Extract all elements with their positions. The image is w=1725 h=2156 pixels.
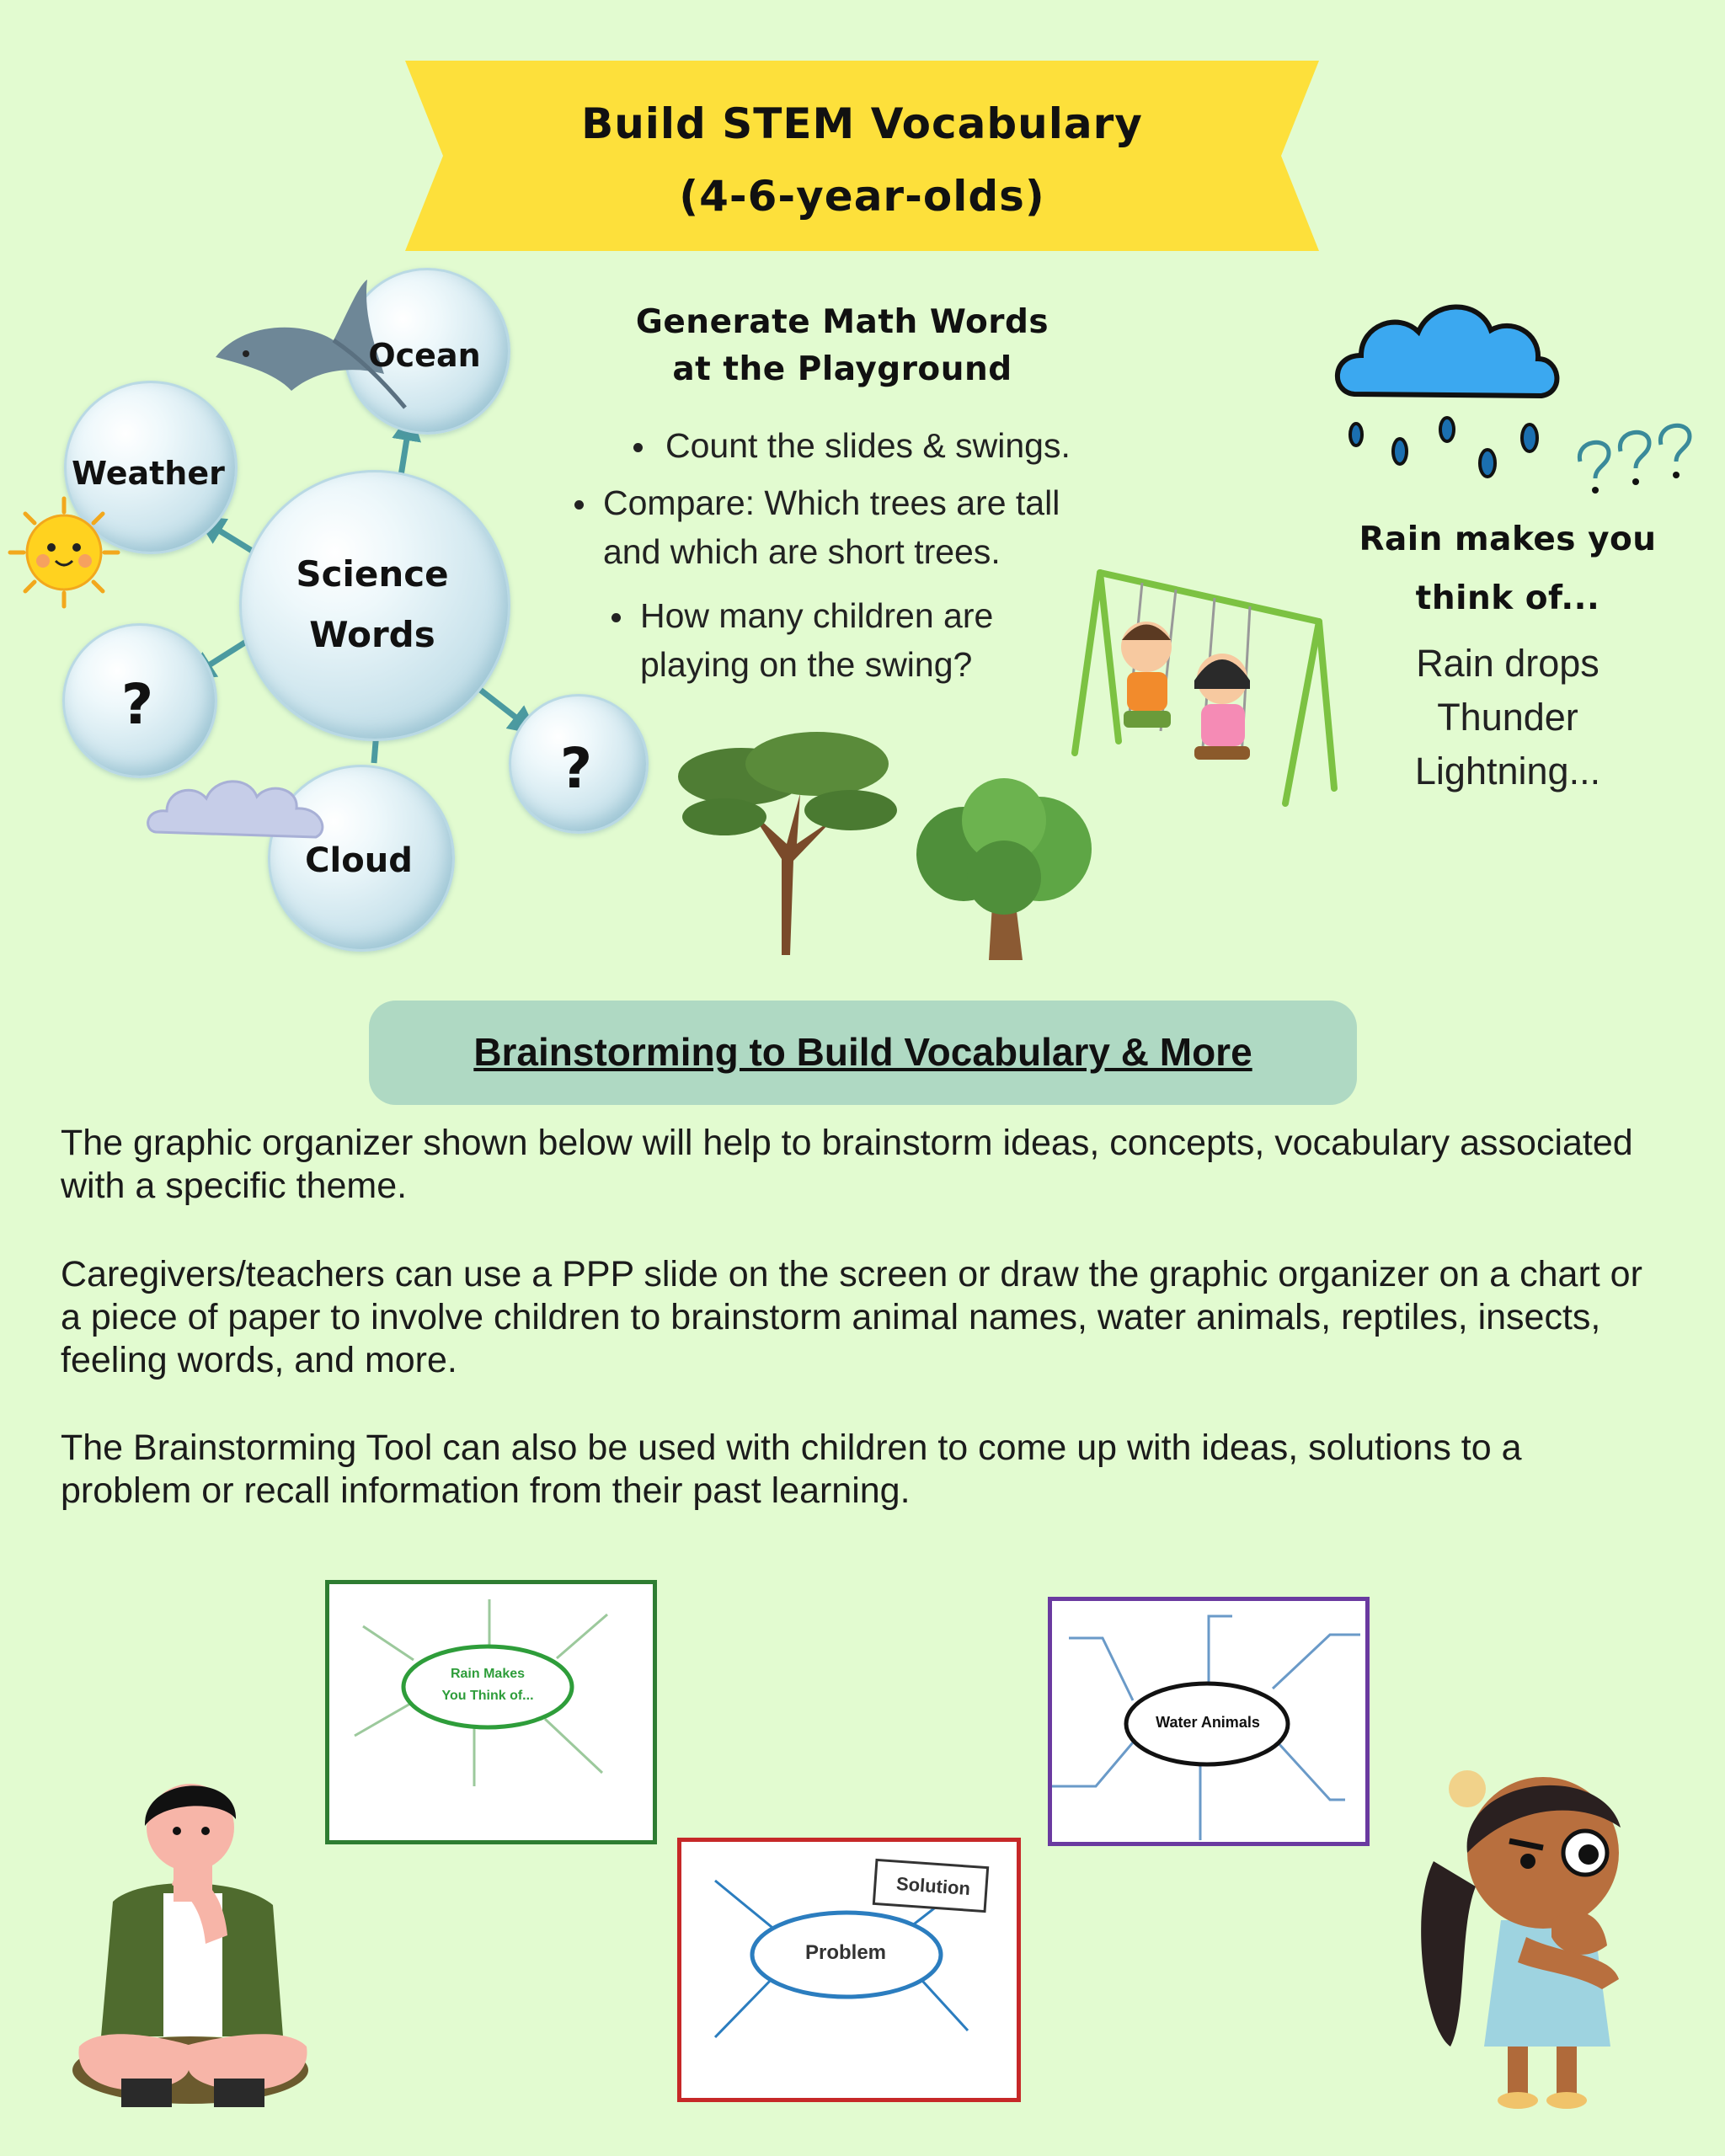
bullet-dot [611,613,621,622]
question-label-right: ? [559,736,593,801]
rain-item-3: Lightning... [1414,750,1601,792]
rain-organizer-card [325,1580,657,1844]
rain-organizer-web [329,1584,653,1840]
solution-tag: Solution [895,1872,971,1900]
banner-ribbon [405,61,1319,251]
question-label-left: ? [120,672,154,737]
swing-set-icon [1066,563,1348,807]
paragraph-2: Caregivers/teachers can use a PPP slide on the screen or draw the graphic organizer on a chart or a piece of paper to involve children to brainstorm animal names, water animals, reptiles, insects, feeling words, and more. [61,1254,1642,1380]
sun-icon [5,494,123,611]
cloud-label: Cloud [305,841,413,880]
bullet-dot [574,500,584,510]
math-heading-line2: at the Playground [672,350,1012,388]
weather-label: Weather [72,455,225,492]
thinking-girl-icon [1400,1760,1653,2112]
math-heading-line1: Generate Math Words [635,303,1049,341]
math-bullet-3-line2: playing on the swing? [640,645,973,684]
problem-label: Problem [804,1941,887,1964]
rain-organizer-label-2: You Think of... [441,1689,534,1703]
water-animals-organizer-card [1048,1597,1370,1846]
banner-subtitle: (4-6-year-olds) [679,172,1045,221]
paragraph-1: The graphic organizer shown below will help to brainstorm ideas, concepts, vocabulary associated with a specific theme. [61,1123,1633,1206]
tall-tree-icon [674,726,901,955]
brainstorm-header [369,1001,1357,1105]
rain-heading-line2: think of... [1415,579,1600,617]
rain-item-2: Thunder [1437,696,1578,739]
science-words-label: Science Words [296,553,449,655]
rain-cloud-icon [1331,295,1725,497]
math-bullet-3-line1: How many children are [640,596,994,635]
thinking-boy-icon [62,1767,323,2107]
water-animals-label: Water Animals [1156,1714,1260,1731]
rain-organizer-label-1: Rain Makes [450,1667,526,1681]
math-bullet-1: Count the slides & swings. [665,426,1071,465]
rain-item-1: Rain drops [1416,642,1599,685]
ocean-label: Ocean [368,337,481,374]
paragraph-3: The Brainstorming Tool can also be used with children to come up with ideas, solutions to a problem or recall information from their past learning. [61,1428,1522,1511]
banner-title: Build STEM Vocabulary [581,99,1143,148]
title-banner [405,61,1319,251]
math-bullet-2-line1: Compare: Which trees are tall [603,483,1060,522]
brainstorm-title: Brainstorming to Build Vocabulary & More [473,1030,1252,1074]
rain-heading-line1: Rain makes you [1359,520,1657,558]
short-tree-icon [905,778,1103,960]
science-words-web [0,253,657,960]
problem-organizer-card [677,1838,1021,2102]
math-bullet-2-line2: and which are short trees. [603,532,1001,571]
bullet-dot [633,443,643,452]
